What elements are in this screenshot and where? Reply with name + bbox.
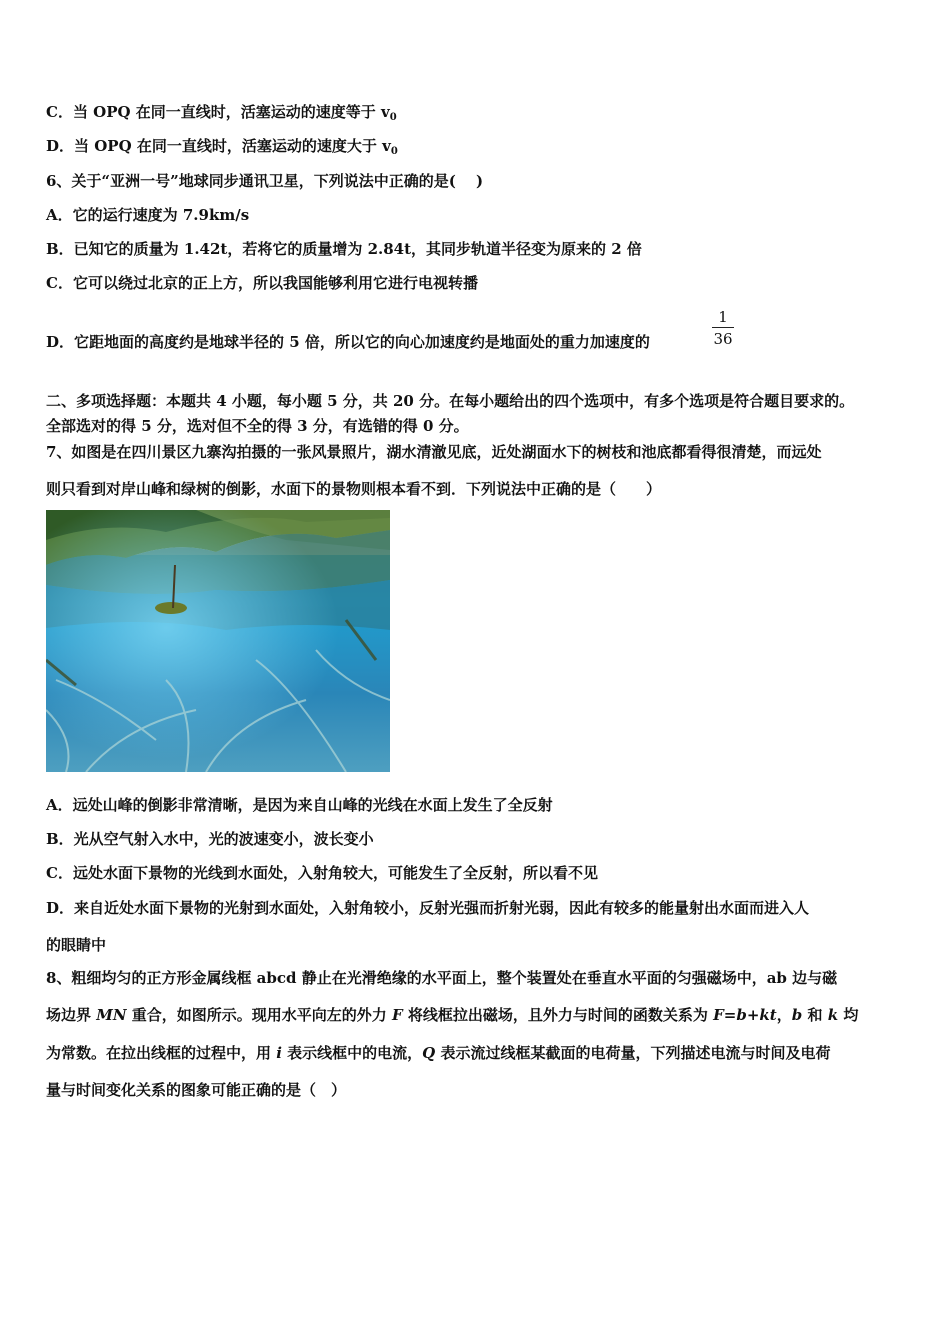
q7-option-d-line1: D．来自近处水面下景物的光射到水面处，入射角较小，反射光强而折射光弱，因此有较多的能量射出水面而进入人 (46, 899, 810, 917)
q8-stem-line2: 场边界 MN 重合，如图所示。现用水平向左的外力 F 将线框拉出磁场，且外力与时间的函数关系为 F=b+kt，b 和 k 均 (46, 1006, 859, 1024)
fraction-numerator: 1 (718, 308, 728, 326)
q7-option-a: A．远处山峰的倒影非常清晰，是因为来自山峰的光线在水面上发生了全反射 (46, 796, 553, 814)
q7-option-b: B．光从空气射入水中，光的波速变小，波长变小 (46, 830, 374, 848)
q5-option-d: D．当 OPQ 在同一直线时，活塞运动的速度大于 $v_0$ (46, 137, 398, 157)
q6-stem: 6、关于“亚洲一号”地球同步通讯卫星，下列说法中正确的是( ) (46, 172, 484, 190)
q6-option-d: D．它距地面的高度约是地球半径的 5 倍，所以它的向心加速度约是地面处的重力加速度的 (46, 333, 650, 351)
q6-option-c: C．它可以绕过北京的正上方，所以我国能够利用它进行电视转播 (46, 274, 478, 292)
q6-fraction (712, 308, 734, 348)
q5-option-c: C．当 OPQ 在同一直线时，活塞运动的速度等于 $v_0$ (46, 103, 397, 123)
section2-heading-line1: 二、多项选择题：本题共 4 小题，每小题 5 分，共 20 分。在每小题给出的四个选项中，有多个选项是符合题目要求的。 (46, 392, 855, 410)
section2-heading-line2: 全部选对的得 5 分，选对但不全的得 3 分，有选错的得 0 分。 (46, 417, 469, 435)
q7-option-c: C．远处水面下景物的光线到水面处，入射角较大，可能发生了全反射，所以看不见 (46, 864, 598, 882)
q7-option-d-line2: 的眼睛中 (46, 936, 107, 954)
q6-option-b: B．已知它的质量为 1.42t，若将它的质量增为 2.84t，其同步轨道半径变为原来的 2 倍 (46, 240, 642, 258)
q8-stem-line3: 为常数。在拉出线框的过程中，用 i 表示线框中的电流，Q 表示流过线框某截面的电荷量，下列描述电流与时间及电荷 (46, 1044, 831, 1062)
q6-option-a: A．它的运行速度为 7.9km/s (46, 206, 250, 224)
q8-stem-line4: 量与时间变化关系的图象可能正确的是（ ） (46, 1081, 347, 1099)
q7-stem-line2: 则只看到对岸山峰和绿树的倒影，水面下的景物则根本看不到．下列说法中正确的是（ ） (46, 480, 662, 498)
fraction-bar (712, 327, 734, 328)
q8-stem-line1: 8、粗细均匀的正方形金属线框 abcd 静止在光滑绝缘的水平面上，整个装置处在垂直水平面的匀强磁场中，ab 边与磁 (46, 969, 838, 987)
q7-stem-line1: 7、如图是在四川景区九寨沟拍摄的一张风景照片，湖水清澈见底，近处湖面水下的树枝和池底都看得很清楚，而远处 (46, 443, 822, 461)
jiuzhaigou-lake-photo (46, 510, 390, 772)
fraction-denominator: 36 (713, 330, 733, 348)
